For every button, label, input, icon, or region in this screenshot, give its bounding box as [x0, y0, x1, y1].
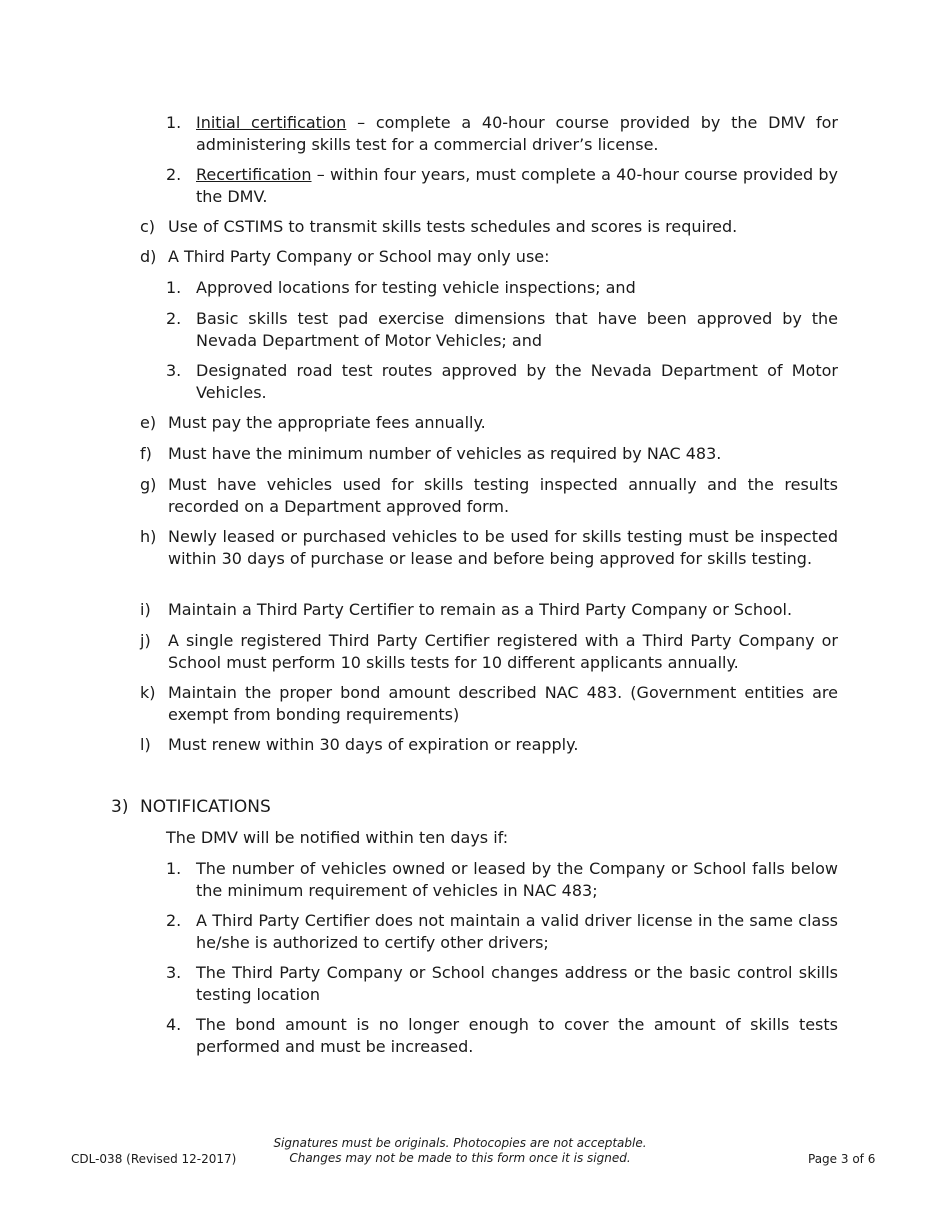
- item-g-text: Must have vehicles used for skills testing inspected annually and the results recorded on a Department approved form.: [168, 475, 838, 516]
- item-letter: e): [140, 413, 157, 432]
- item-text: – complete a 40-hour course provided by the DMV for administering skills test for a commercial driver’s license.: [196, 113, 839, 154]
- notification-item: The bond amount is no longer enough to cover the amount of skills tests performed and must be increased.: [196, 1015, 838, 1056]
- notification-item: The number of vehicles owned or leased by the Company or School falls below the minimum requirement of vehicles in NAC 483;: [196, 859, 838, 900]
- item-text: – within four years, must complete a 40-hour course provided by the DMV.: [196, 165, 838, 206]
- item-e-text: Must pay the appropriate fees annually.: [168, 413, 486, 432]
- item-letter: f): [140, 444, 152, 463]
- list-number: 1.: [166, 859, 182, 878]
- item-letter: d): [140, 247, 157, 266]
- notification-item: The Third Party Company or School changes address or the basic control skills testing location: [196, 963, 838, 1004]
- list-item-text: Approved locations for testing vehicle inspections; and: [196, 278, 636, 297]
- item-h-text: Newly leased or purchased vehicles to be used for skills testing must be inspected within 30 days of purchase or lease and before being approved for skills testing.: [168, 527, 838, 568]
- item-letter: j): [140, 631, 151, 650]
- list-item-text: Designated road test routes approved by the Nevada Department of Motor Vehicles.: [196, 361, 838, 402]
- list-number: 2.: [166, 309, 182, 328]
- list-number: 3.: [166, 963, 182, 982]
- list-item-initial-certification: [196, 112, 838, 155]
- item-j-text: A single registered Third Party Certifier registered with a Third Party Company or School must perform 10 skills tests for 10 different applicants annually.: [168, 631, 838, 672]
- footer-notice-line2: Changes may not be made to this form once it is signed.: [289, 1151, 631, 1165]
- item-l-text: Must renew within 30 days of expiration or reapply.: [168, 735, 579, 754]
- item-c-text: Use of CSTIMS to transmit skills tests schedules and scores is required.: [168, 217, 738, 236]
- list-number: 1.: [166, 278, 182, 297]
- item-letter: i): [140, 600, 151, 619]
- list-item-text: Basic skills test pad exercise dimensions that have been approved by the Nevada Department of Motor Vehicles; and: [196, 309, 838, 350]
- item-letter: h): [140, 527, 157, 546]
- list-number: 3.: [166, 361, 182, 380]
- term-initial-certification: Initial certification: [196, 113, 347, 132]
- list-number: 2.: [166, 911, 182, 930]
- item-d-text: A Third Party Company or School may only use:: [168, 247, 550, 266]
- list-number: 4.: [166, 1015, 182, 1034]
- footer-notice-line1: Signatures must be originals. Photocopies are not acceptable.: [273, 1136, 647, 1150]
- item-f-text: Must have the minimum number of vehicles as required by NAC 483.: [168, 444, 722, 463]
- form-id: CDL-038 (Revised 12-2017): [71, 1152, 237, 1166]
- section-intro: The DMV will be notified within ten days if:: [166, 828, 509, 847]
- item-letter: g): [140, 475, 157, 494]
- item-letter: c): [140, 217, 156, 236]
- item-k-text: Maintain the proper bond amount described NAC 483. (Government entities are exempt from bonding requirements): [168, 683, 838, 724]
- notification-item: A Third Party Certifier does not maintain a valid driver license in the same class he/she is authorized to certify other drivers;: [196, 911, 838, 952]
- item-letter: l): [140, 735, 151, 754]
- section-number: 3): [111, 797, 129, 817]
- section-title: NOTIFICATIONS: [140, 797, 271, 817]
- list-number: 2.: [166, 165, 182, 184]
- footer-notice: [250, 1136, 670, 1166]
- item-letter: k): [140, 683, 156, 702]
- page-number: Page 3 of 6: [808, 1152, 876, 1166]
- list-number: 1.: [166, 113, 182, 132]
- term-recertification: Recertification: [196, 165, 312, 184]
- item-i-text: Maintain a Third Party Certifier to remain as a Third Party Company or School.: [168, 600, 793, 619]
- list-item-recertification: [196, 164, 838, 207]
